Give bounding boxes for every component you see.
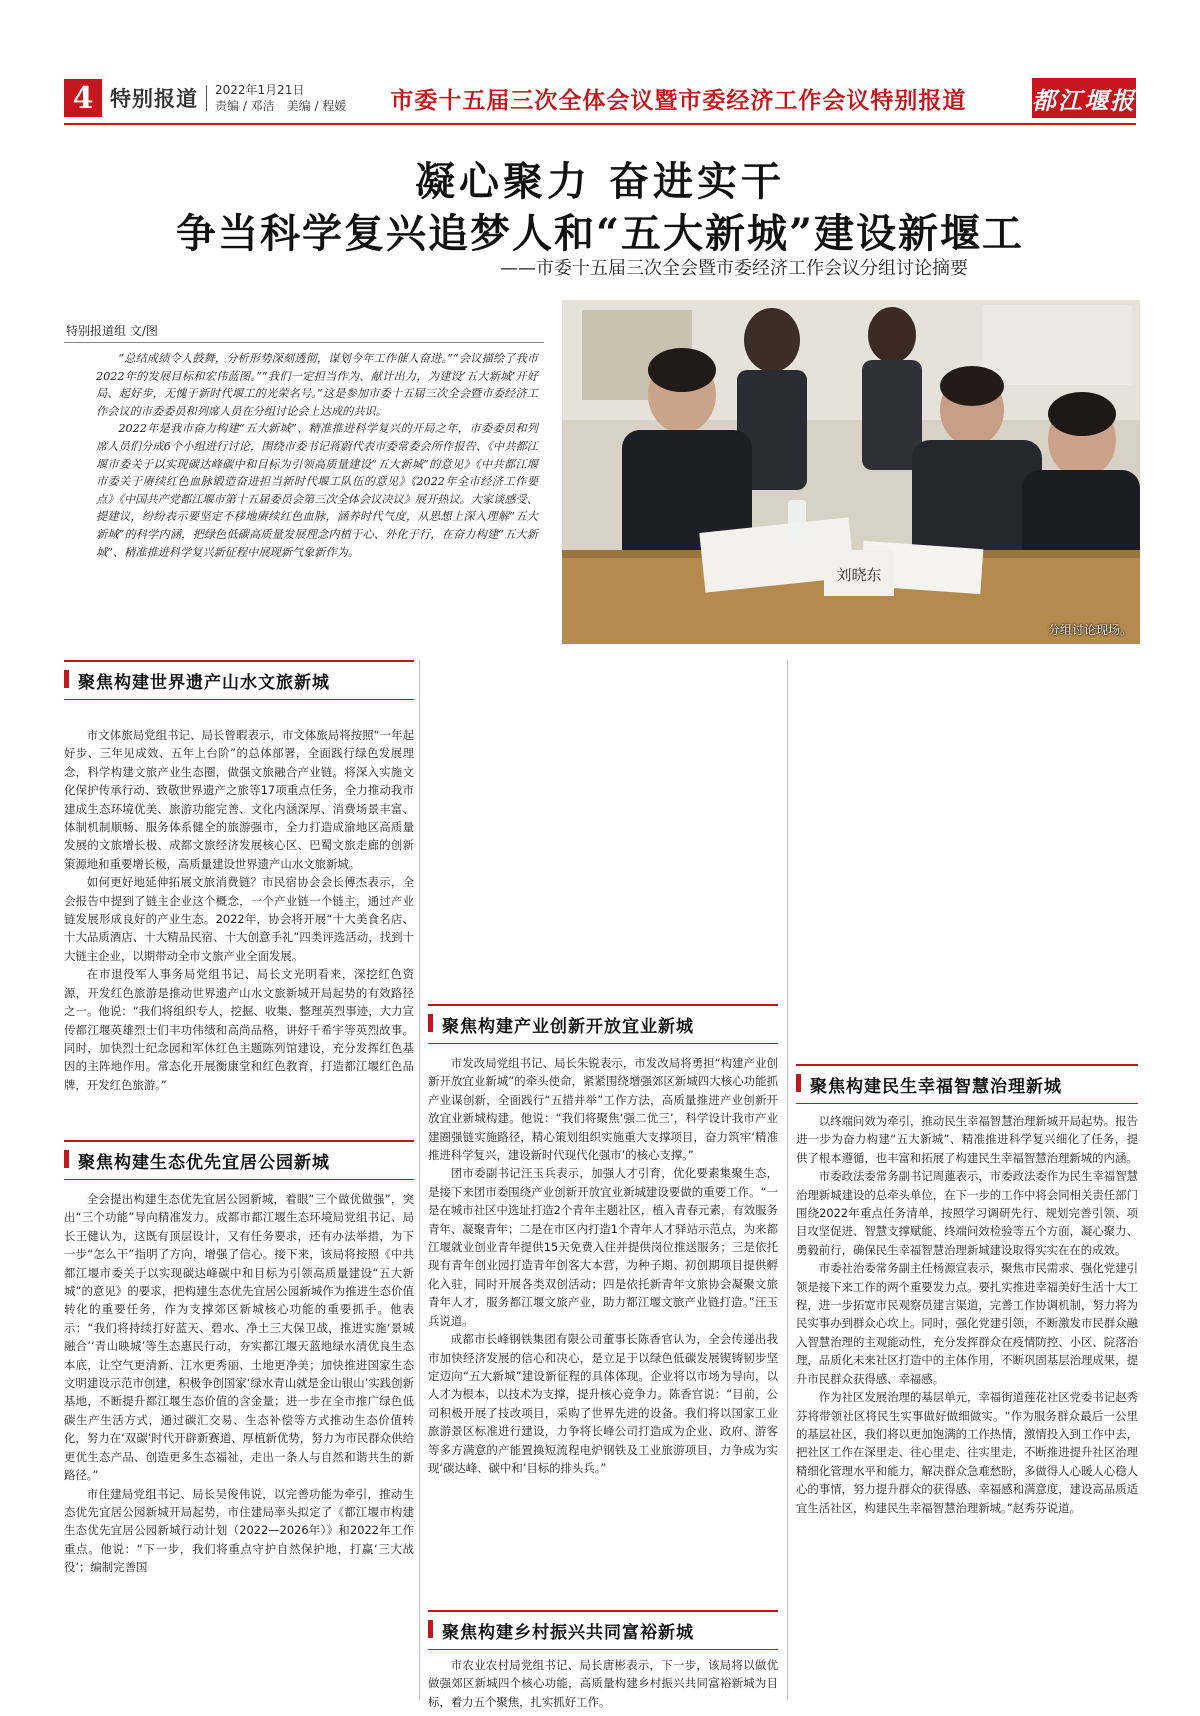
section-heading-livelihood — [796, 1064, 1138, 1104]
article-paragraph: 成都市长峰钢铁集团有限公司董事长陈香官认为，全会传递出我市加快经济发展的信心和决心，是立足于以绿色低碳发展锲铸韧步坚定迈向“五大新城”建设新征程的具体体现。企业将以市场为导向，以人才为根本，以技术为支撑，提升核心竞争力。陈香官说：“目前，公司积极开展了技改项目，采购了世界先进的设备。我们将以国家工业旅游景区标准进行建设，力争将长峰公司打造成为企业、政府、游客等多方满意的产能置换短流程电炉钢铁及工业旅游项目，力争成为实现‘碳达峰、碳中和’目标的排头兵。” — [428, 1332, 778, 1475]
column-2-text-bottom — [428, 1656, 778, 1711]
issue-meta — [215, 82, 346, 114]
article-paragraph: 市农业农村局党组书记、局长唐彬表示，下一步，该局将以做优做强郊区新城四个核心功能，高质量构建乡村振兴共同富裕新城为目标，着力五个聚焦，扎实抓好工作。 — [428, 1658, 778, 1709]
section-heading-text: 聚焦构建生态优先宜居公园新城 — [78, 1153, 330, 1173]
column-1-text-lower — [64, 1190, 414, 1577]
photo-caption: 分组讨论现场。 — [1047, 623, 1132, 637]
column-1-text — [64, 726, 414, 1094]
page-number: 4 — [64, 79, 102, 117]
headline-line-2: 争当科学复兴追梦人和“五大新城”建设新堰工 — [175, 210, 1024, 257]
special-report-title: 市委十五届三次全体会议暨市委经济工作会议特别报道 — [390, 87, 967, 114]
section-heading-culture-tourism — [64, 660, 414, 700]
issue-editors: 责编 / 邓洁 美编 / 程媛 — [215, 99, 347, 113]
meeting-photo — [562, 300, 1140, 644]
article-paragraph: 市住建局党组书记、局长吴俊伟说，以完善功能为牵引，推动生态优先宜居公园新城开局起势，市住建局率头拟定了《都江堰市构建生态优先宜居公园新城行动计划（2022—2026年）》和2022年工作重点。他说：“下一步，我们将重点守护自然保护地，打赢‘三大战役’；编制完善国 — [64, 1486, 414, 1575]
headline-line-1: 凝心聚力 奋进实干 — [415, 158, 785, 205]
name-card-text: 刘晓东 — [836, 566, 882, 584]
column-divider — [419, 660, 420, 1700]
section-heading-text: 聚焦构建民生幸福智慧治理新城 — [810, 1077, 1062, 1097]
byline-rule — [64, 342, 544, 343]
article-paragraph: 市发改局党组书记、局长朱锐表示，市发改局将勇担“构建产业创新开放宜业新城”的牵头使命，紧紧围绕增强郊区新城四大核心功能抓产业谋创新，全面践行“五措并举”工作方法，高质量推进产业创新开放宜业新城构建。他说：“我们将聚焦‘强二优三’，科学设计我市产业建圈强链实施路径，精心策划组织实施重大支撑项目，奋力筑牢‘精准推进科学复兴，建设新时代现代化强市’的核心支撑。” — [428, 1056, 778, 1163]
masthead-rule — [64, 123, 1136, 125]
headline-subtitle: ——市委十五届三次全会暨市委经济工作会议分组讨论摘要 — [500, 258, 968, 279]
byline: 特别报道组 文/图 — [66, 324, 158, 338]
newspaper-logo: 都江堰报 — [1032, 78, 1136, 118]
article-paragraph: 以终端问效为牵引，推动民生幸福智慧治理新城开局起势。报告进一步为奋力构建“五大新城”、精准推进科学复兴细化了任务，提供了根本遵循，也丰富和拓展了构建民生幸福智慧治理新城的内涵。 — [796, 1114, 1138, 1165]
article-paragraph: 全会提出构建生态优先宜居公园新城，着眼“三个做优做强”，突出“三个功能”导向精准发力。成都市都江堰生态环境局党组书记、局长王健认为，这既有顶层设计，又有任务要求，还有办法举措，为下一步“怎么干”指明了方向，增强了信心。接下来，该局将按照《中共都江堰市委关于以实现碳达峰碳中和目标为引领高质量建设“五大新城”的意见》的要求，把构建生态优先宜居公园新城作为推进生态价值转化的重要任务，作为支撑郊区新城核心功能的重要抓手。他表示：“我们将持续打好蓝天、碧水、净土三大保卫战，推进实施‘景城融合’‘青山映城’等生态惠民行动，夯实都江堰天蓝地绿水清优良生态本底，让空气更清新、江水更秀丽、土地更净美；加快推进国家生态文明建设示范市创建，积极争创国家‘绿水青山就是金山银山’实践创新基地，不断提升都江堰生态价值的含金量；进一步在全市推广绿色低碳生产生活方式，通过碳汇交易、生态补偿等方式推动生态价值转化，努力在‘双碳’时代开辟新赛道、厚植新优势，努力为市民群众供给更优生态产品、创造更多生态福祉，走出一条人与自然和谐共生的新路径。” — [64, 1192, 414, 1483]
issue-date: 2022年1月21日 — [215, 83, 305, 97]
article-paragraph: 团市委副书记汪玉兵表示，加强人才引育，优化要素集聚生态，是接下来团市委围绕产业创新开放宜业新城建设要做的重要工作。“一是在城市社区中选址打造2个青年主题社区，植入青春元素，有效服务青年、凝聚青年；二是在市区内打造1个青年人才驿站示范点，为来都江堰就业创业青年提供15天免费入住并提供岗位推送服务；三是依托现有青年创业园打造青年创客大本营，为种子期、初创期项目提供孵化入驻，同时开展各类双创活动；四是依托新青年文旅协会凝聚文旅青年人才，服务都江堰文旅产业，助力都江堰文旅产业链打造。”汪玉兵说道。 — [428, 1166, 778, 1328]
section-heading-industry — [428, 1004, 778, 1044]
column-3-text-bottom — [796, 1112, 1138, 1517]
masthead-divider — [206, 85, 207, 111]
section-heading-text: 聚焦构建乡村振兴共同富裕新城 — [442, 1623, 694, 1643]
section-heading-text: 聚焦构建世界遗产山水文旅新城 — [78, 673, 330, 693]
masthead — [64, 78, 1136, 118]
article-paragraph: 作为社区发展治理的基层单元，幸福街道莲花社区党委书记赵秀芬将带领社区将民生实事做好做细做实。“作为服务群众最后一公里的基层社区，我们将以更加饱满的工作热情，激情投入到工作中去，把社区工作在深里走、往心里走、往实里走，不断推进提升社区治理精细化管理水平和能力，解决群众急难愁盼，多做得人心暖人心稳人心的事情，努力提升群众的获得感、幸福感和满意度，建设高品质适宜生活社区，构建民生幸福智慧治理新城。”赵秀芬说道。 — [796, 1390, 1138, 1515]
article-paragraph: 如何更好地延伸拓展文旅消费链？市民宿协会会长傅杰表示，全会报告中提到了链主企业这个概念，一个产业链一个链主，通过产业链发展形成良好的产业生态。2022年，协会将开展“十大美食名店、十大品质酒店、十大精品民宿、十大创意手礼”四类评选活动，找到十大链主企业，以期带动全市文旅产业全面发展。 — [64, 875, 414, 963]
intro-paragraph: “总结成绩令人鼓舞，分析形势深刻透彻，谋划今年工作催人奋进。”“会议描绘了我市2022年的发展目标和宏伟蓝图。”“我们一定担当作为、献计出力，为建设‘五大新城’开好局、起好步，无愧于新时代堰工的光荣名号。”这是参加市委十五届三次全会暨市委经济工作会议的市委委员和列席人员在分组讨论会上达成的共识。 — [96, 352, 538, 418]
column-2-text-middle — [428, 1054, 778, 1477]
article-paragraph: 市委社治委常务副主任杨源宣表示，聚焦市民需求、强化党建引领是接下来工作的两个重要发力点。要扎实推进幸福美好生活十大工程，进一步拓宽市民观察员建言渠道，完善工作协调机制，努力将为民实事办到群众心坎上。同时，强化党建引领，不断激发市民群众融入智慧治理的主观能动性，充分发挥群众在疫情防控、小区、院落治理，品质化未来社区打造中的主体作用，不断巩固基层治理成果，提升市民群众获得感、幸福感。 — [796, 1261, 1138, 1386]
section-heading-ecology — [64, 1140, 414, 1180]
article-paragraph: 市委政法委常务副书记周蓮表示，市委政法委作为民生幸福智慧治理新城建设的总牵头单位，在下一步的工作中将会同相关责任部门围绕2022年重点任务清单，按照学习调研先行、规划完善引领、项目攻坚促进、智慧支撑赋能、终端问效检验等五个方面，凝心聚力、勇毅前行，确保民生幸福智慧治理新城建设取得实实在在的成效。 — [796, 1169, 1138, 1257]
article-paragraph: 在市退役军人事务局党组书记、局长文光明看来，深挖红色资源，开发红色旅游是推动世界遗产山水文旅新城开局起势的有效路径之一。他说：“我们将组织专人，挖掘、收集、整理英烈事迹，大力宣传都江堰英雄烈士们丰功伟绩和高尚品格，讲好千希宇等英烈故事。同时，加快烈士纪念园和军休红色主题陈列馆建设，充分发挥红色基因的主阵地作用。常态化开展衡康堂和红色教育，打造都江堰红色品牌，开发红色旅游。” — [64, 967, 414, 1092]
article-paragraph: 市文体旅局党组书记、局长曾暇表示，市文体旅局将按照“一年起好步、三年见成效、五年上台阶”的总体部署，全面践行绿色发展理念，科学构建文旅产业生态圈，做强文旅融合产业链。将深入实施文化保护传承行动、致敬世界遗产之旅等17项重点任务，全力推动我市建成生态环境优美、旅游功能完善、文化内涵深厚、消费场景丰富、体制机制顺畅、服务体系健全的旅游强市，全力打造成渝地区高质量发展的文旅增长极、成都文旅经济发展核心区、巴蜀文旅走廊的创新策源地和重要增长极，高质量建设世界遗产山水文旅新城。 — [64, 728, 414, 871]
intro-text — [96, 350, 538, 561]
section-heading-rural — [428, 1610, 778, 1650]
section-name: 特别报道 — [110, 87, 198, 111]
column-divider — [787, 660, 788, 1700]
meeting-photo-illustration — [562, 300, 1140, 644]
section-heading-text: 聚焦构建产业创新开放宜业新城 — [442, 1017, 694, 1037]
intro-paragraph: 2022年是我市奋力构建“五大新城”、精准推进科学复兴的开局之年，市委委员和列席人员们分成6个小组进行讨论，围绕市委书记蒋蔚代表市委常委会所作报告、《中共都江堰市委关于以实现碳达峰碳中和目标为引领高质量建设“五大新城”的意见》《中共都江堰市委关于赓续红色血脉锻造奋进担当新时代堰工队伍的意见》《2022年全市经济工作要点》《中国共产党都江堰市第十五届委员会第三次全体会议决议》展开热议。大家谈感受、提建议，纷纷表示要坚定不移地赓续红色血脉，涵养时代气度，从思想上深入理解“五大新城”的科学内涵，把绿色低碳高质量发展理念内植于心、外化于行，在奋力构建“五大新城”、精准推进科学复兴新征程中展现新气象新作为。 — [96, 422, 538, 559]
